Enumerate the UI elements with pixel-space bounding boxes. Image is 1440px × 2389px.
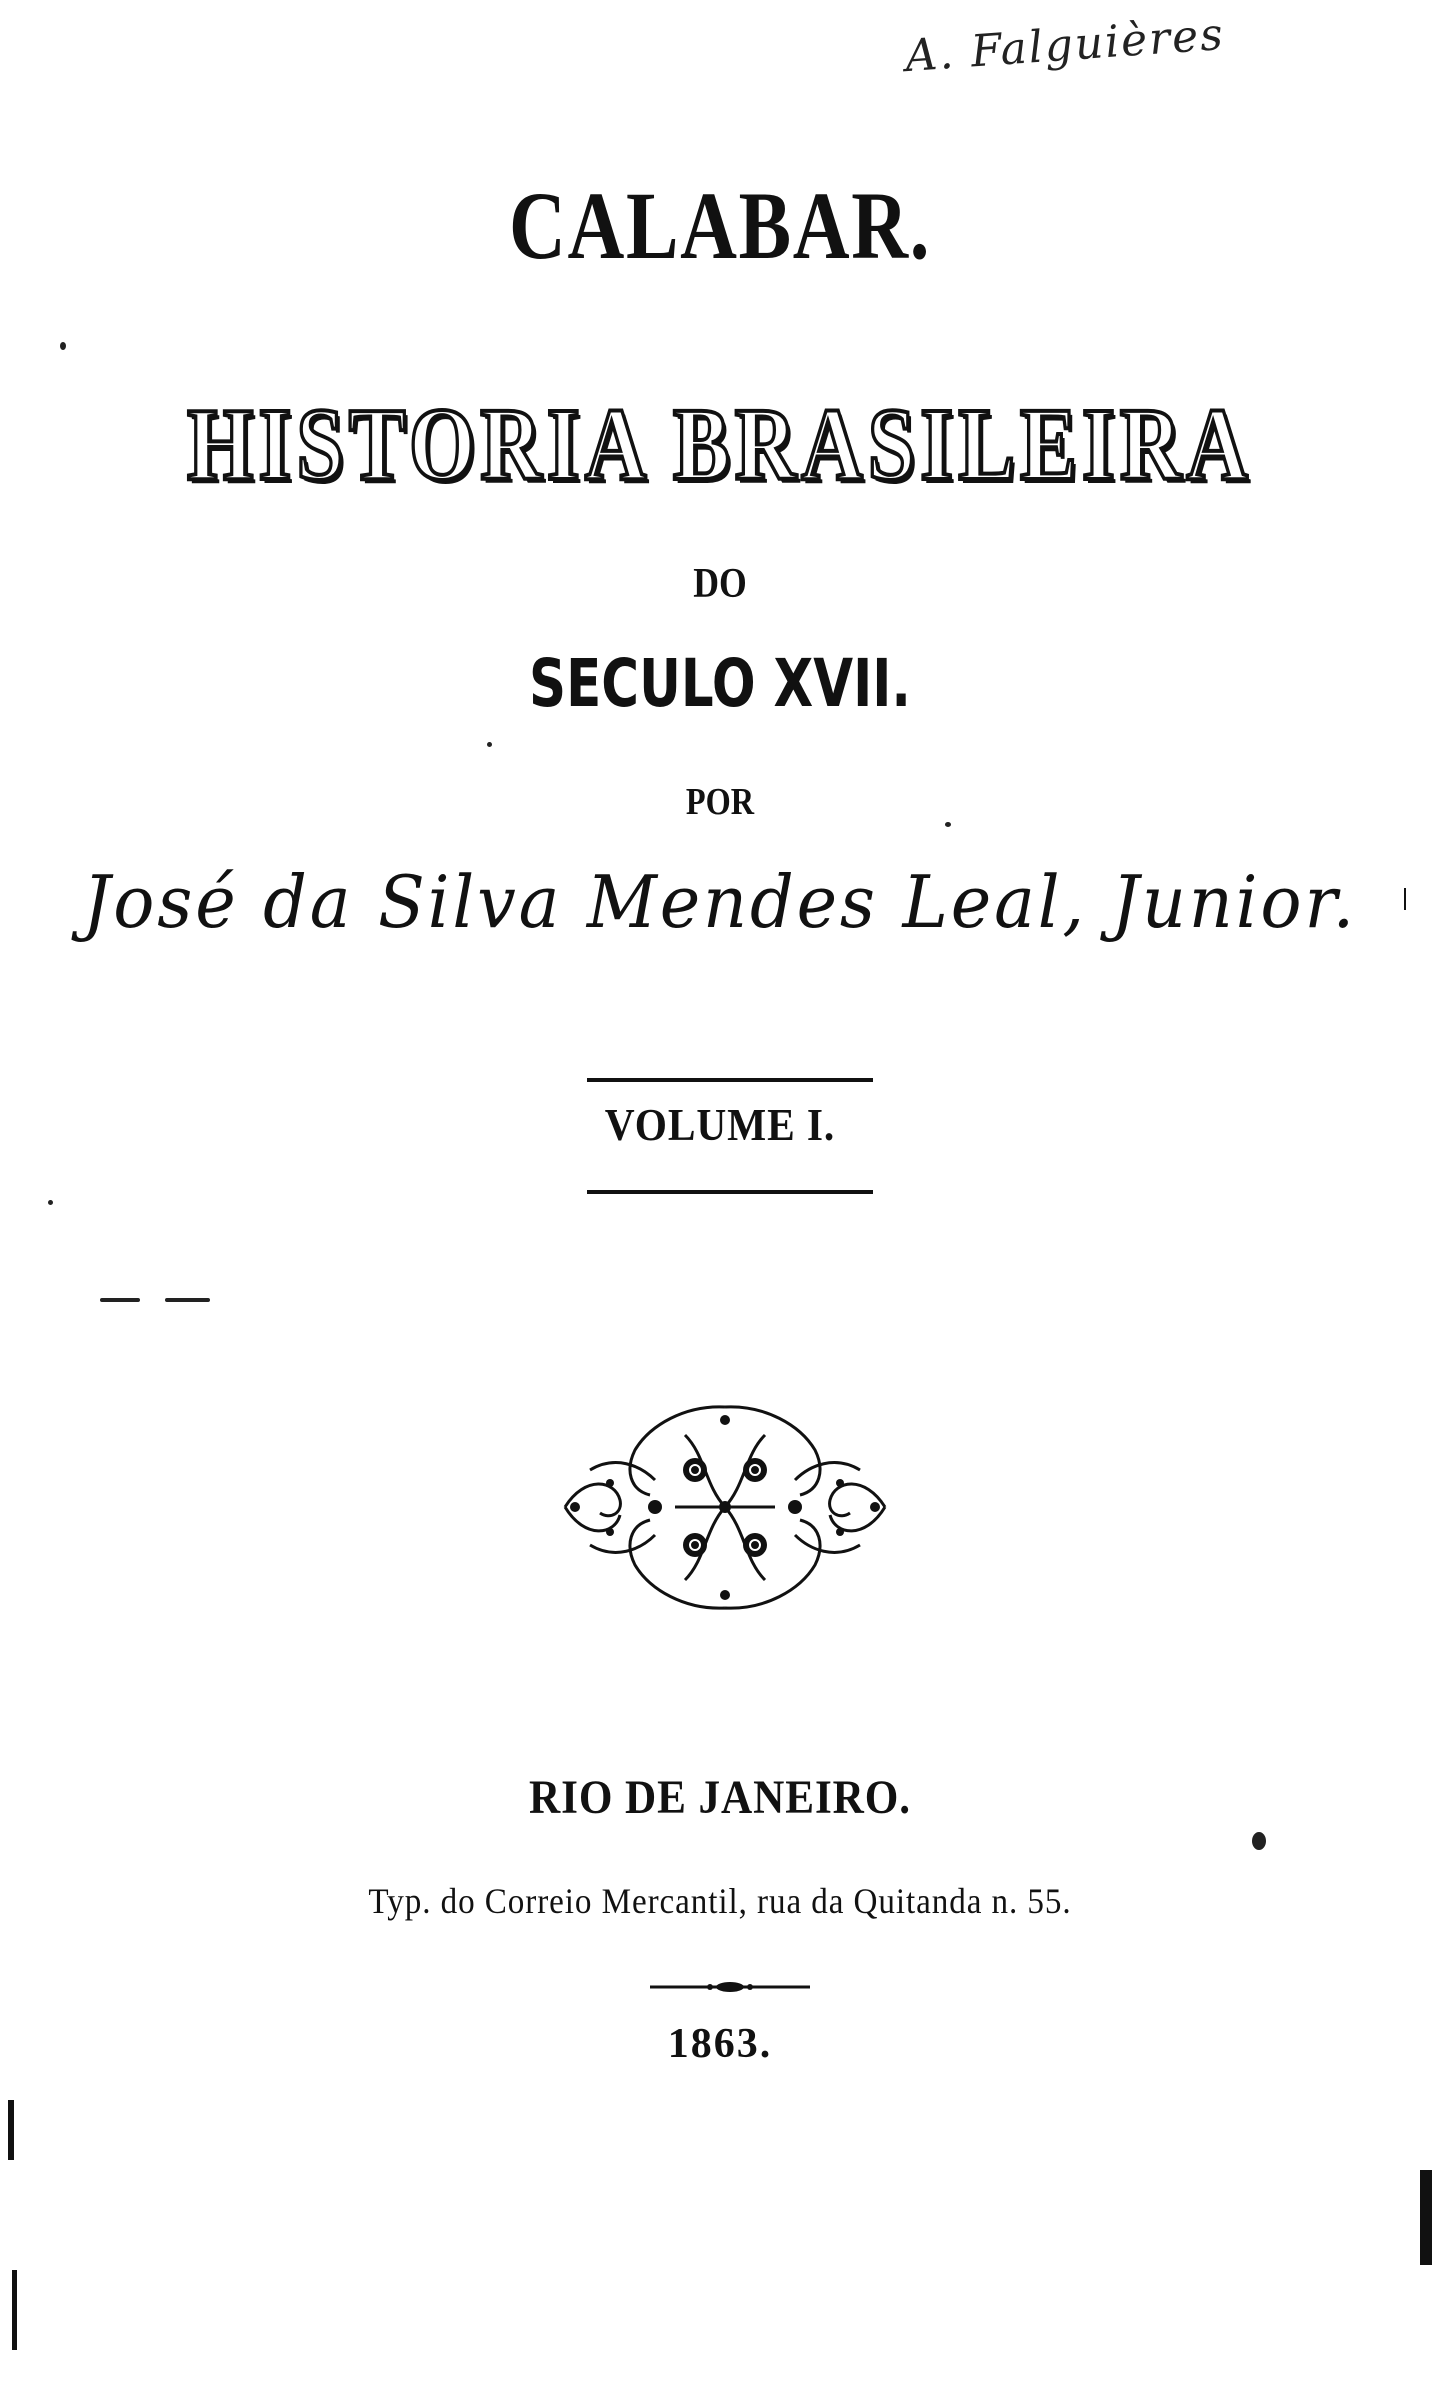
publication-place: RIO DE JANEIRO. xyxy=(529,1771,911,1824)
printer-line: Typ. do Correio Mercantil, rua da Quitanda n. 55. xyxy=(368,1881,1072,1921)
ink-speck xyxy=(48,1200,53,1205)
ink-speck xyxy=(100,1298,140,1302)
ink-speck xyxy=(1252,1832,1266,1850)
ink-speck xyxy=(945,822,951,827)
decorative-dash-icon xyxy=(650,1980,810,1994)
handwritten-signature: A. Falguières xyxy=(903,8,1227,83)
author-name: José da Silva Mendes Leal, Junior. xyxy=(82,860,1358,944)
book-subtitle: HISTORIA BRASILEIRA xyxy=(187,387,1253,502)
book-title: CALABAR. xyxy=(508,172,932,279)
ink-speck xyxy=(487,742,492,747)
page-edge-mark xyxy=(8,2100,14,2160)
page-edge-mark xyxy=(1404,888,1406,910)
volume-label: VOLUME I. xyxy=(604,1099,836,1150)
volume-rule-bottom xyxy=(587,1190,873,1194)
subtitle-connector: DO xyxy=(693,561,747,607)
page-edge-mark xyxy=(12,2270,17,2350)
century-line: SECULO XVII. xyxy=(529,645,911,722)
ink-speck xyxy=(165,1298,210,1302)
ink-speck xyxy=(60,342,66,350)
page-edge-mark xyxy=(1420,2170,1432,2265)
volume-rule-top xyxy=(587,1078,873,1082)
publication-year: 1863. xyxy=(667,2021,773,2067)
floral-ornament-icon xyxy=(555,1395,895,1620)
by-line: POR xyxy=(685,781,755,823)
